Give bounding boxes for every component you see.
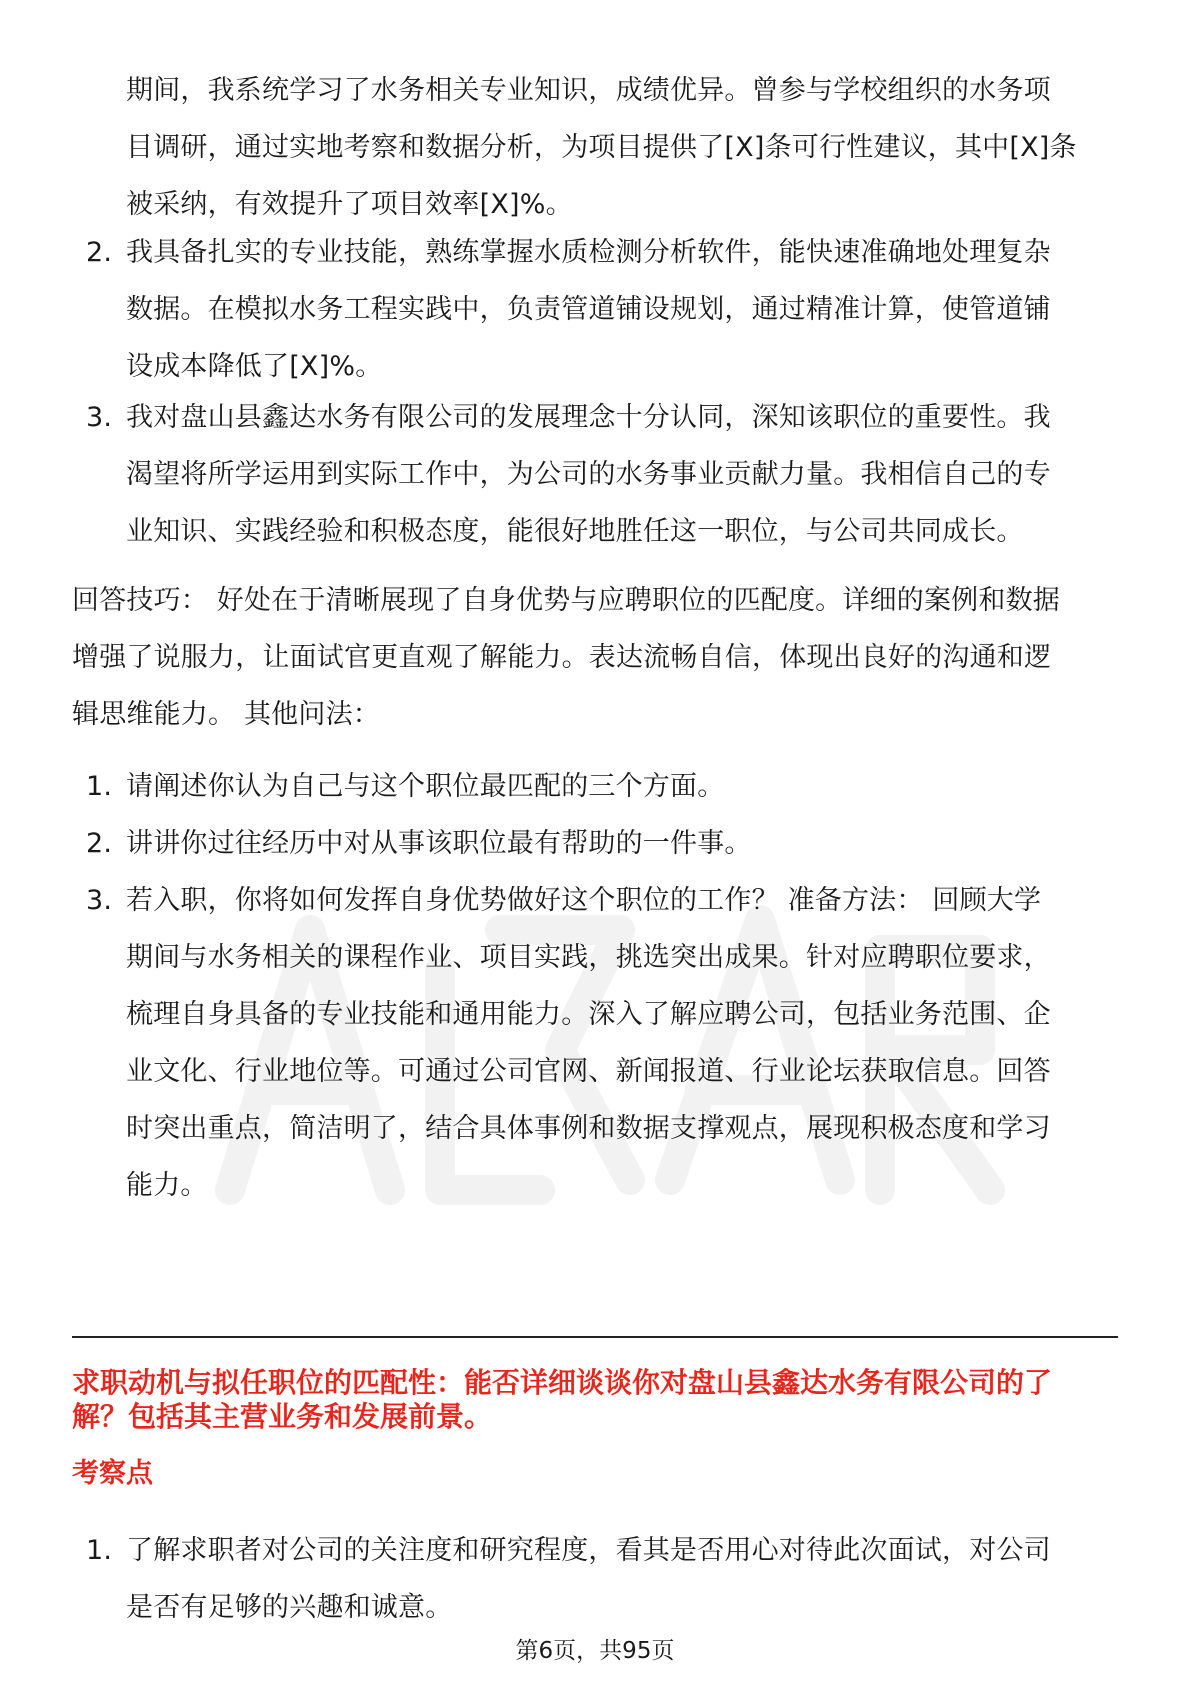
text-line: 讲讲你过往经历中对从事该职位最有帮助的一件事。	[126, 828, 752, 859]
text-line: 期间与水务相关的课程作业、项目实践，挑选突出成果。针对应聘职位要求，	[126, 942, 1051, 973]
list-item	[0, 224, 1190, 395]
text-line: 了解求职者对公司的关注度和研究程度，看其是否用心对待此次面试，对公司	[126, 1535, 1051, 1566]
text-line: 渴望将所学运用到实际工作中，为公司的水务事业贡献力量。我相信自己的专	[126, 459, 1051, 490]
text-line: 回答技巧： 好处在于清晰展现了自身优势与应聘职位的匹配度。详细的案例和数据	[72, 585, 1060, 616]
text-line: 业知识、实践经验和积极态度，能很好地胜任这一职位，与公司共同成长。	[126, 516, 1024, 547]
text-line: 我对盘山县鑫达水务有限公司的发展理念十分认同，深知该职位的重要性。我	[126, 402, 1051, 433]
list-number: 1.	[86, 771, 113, 802]
text-line: 时突出重点，简洁明了，结合具体事例和数据支撑观点，展现积极态度和学习	[126, 1113, 1051, 1144]
text-line: 期间，我系统学习了水务相关专业知识，成绩优异。曾参与学校组织的水务项	[126, 75, 1051, 106]
text-line: 求职动机与拟任职位的匹配性：能否详细谈谈你对盘山县鑫达水务有限公司的了	[72, 1366, 1053, 1399]
other-questions-list	[0, 758, 1190, 1214]
page-footer: 第6页，共95页	[515, 1638, 675, 1664]
text-line: 设成本降低了[X]%。	[126, 351, 383, 382]
focus-heading: 考察点	[72, 1458, 153, 1489]
text-line: 我具备扎实的专业技能，熟练掌握水质检测分析软件，能快速准确地处理复杂	[126, 237, 1051, 268]
text-line: 被采纳，有效提升了项目效率[X]%。	[126, 189, 573, 220]
text-line: 请阐述你认为自己与这个职位最匹配的三个方面。	[126, 771, 725, 802]
list-item	[0, 815, 1190, 872]
list-item	[0, 1522, 1190, 1636]
text-line: 数据。在模拟水务工程实践中，负责管道铺设规划，通过精准计算，使管道铺	[126, 294, 1051, 325]
list-number: 1.	[86, 1535, 113, 1566]
text-line: 解？包括其主营业务和发展前景。	[72, 1400, 493, 1433]
list-number: 2.	[86, 237, 113, 268]
section-divider	[72, 1336, 1118, 1338]
answer-list	[0, 224, 1190, 560]
list-item	[0, 872, 1190, 1214]
list-item	[0, 758, 1190, 815]
text-line: 业文化、行业地位等。可通过公司官网、新闻报道、行业论坛获取信息。回答	[126, 1056, 1051, 1087]
answer-tips	[0, 572, 1190, 743]
text-line: 是否有足够的兴趣和诚意。	[126, 1592, 453, 1623]
text-line: 增强了说服力，让面试官更直观了解能力。表达流畅自信，体现出良好的沟通和逻	[72, 642, 1052, 673]
list-number: 2.	[86, 828, 113, 859]
text-line: 能力。	[126, 1170, 208, 1201]
continued-list-item	[0, 62, 1190, 233]
text-line: 目调研，通过实地考察和数据分析，为项目提供了[X]条可行性建议，其中[X]条	[126, 132, 1077, 163]
list-number: 3.	[86, 885, 113, 916]
text-line: 若入职，你将如何发挥自身优势做好这个职位的工作？ 准备方法： 回顾大学	[126, 885, 1042, 916]
text-line: 辑思维能力。 其他问法：	[72, 699, 380, 730]
text-line: 梳理自身具备的专业技能和通用能力。深入了解应聘公司，包括业务范围、企	[126, 999, 1051, 1030]
focus-list	[0, 1522, 1190, 1636]
list-number: 3.	[86, 402, 113, 433]
question-heading	[72, 1366, 1122, 1434]
list-item	[0, 389, 1190, 560]
